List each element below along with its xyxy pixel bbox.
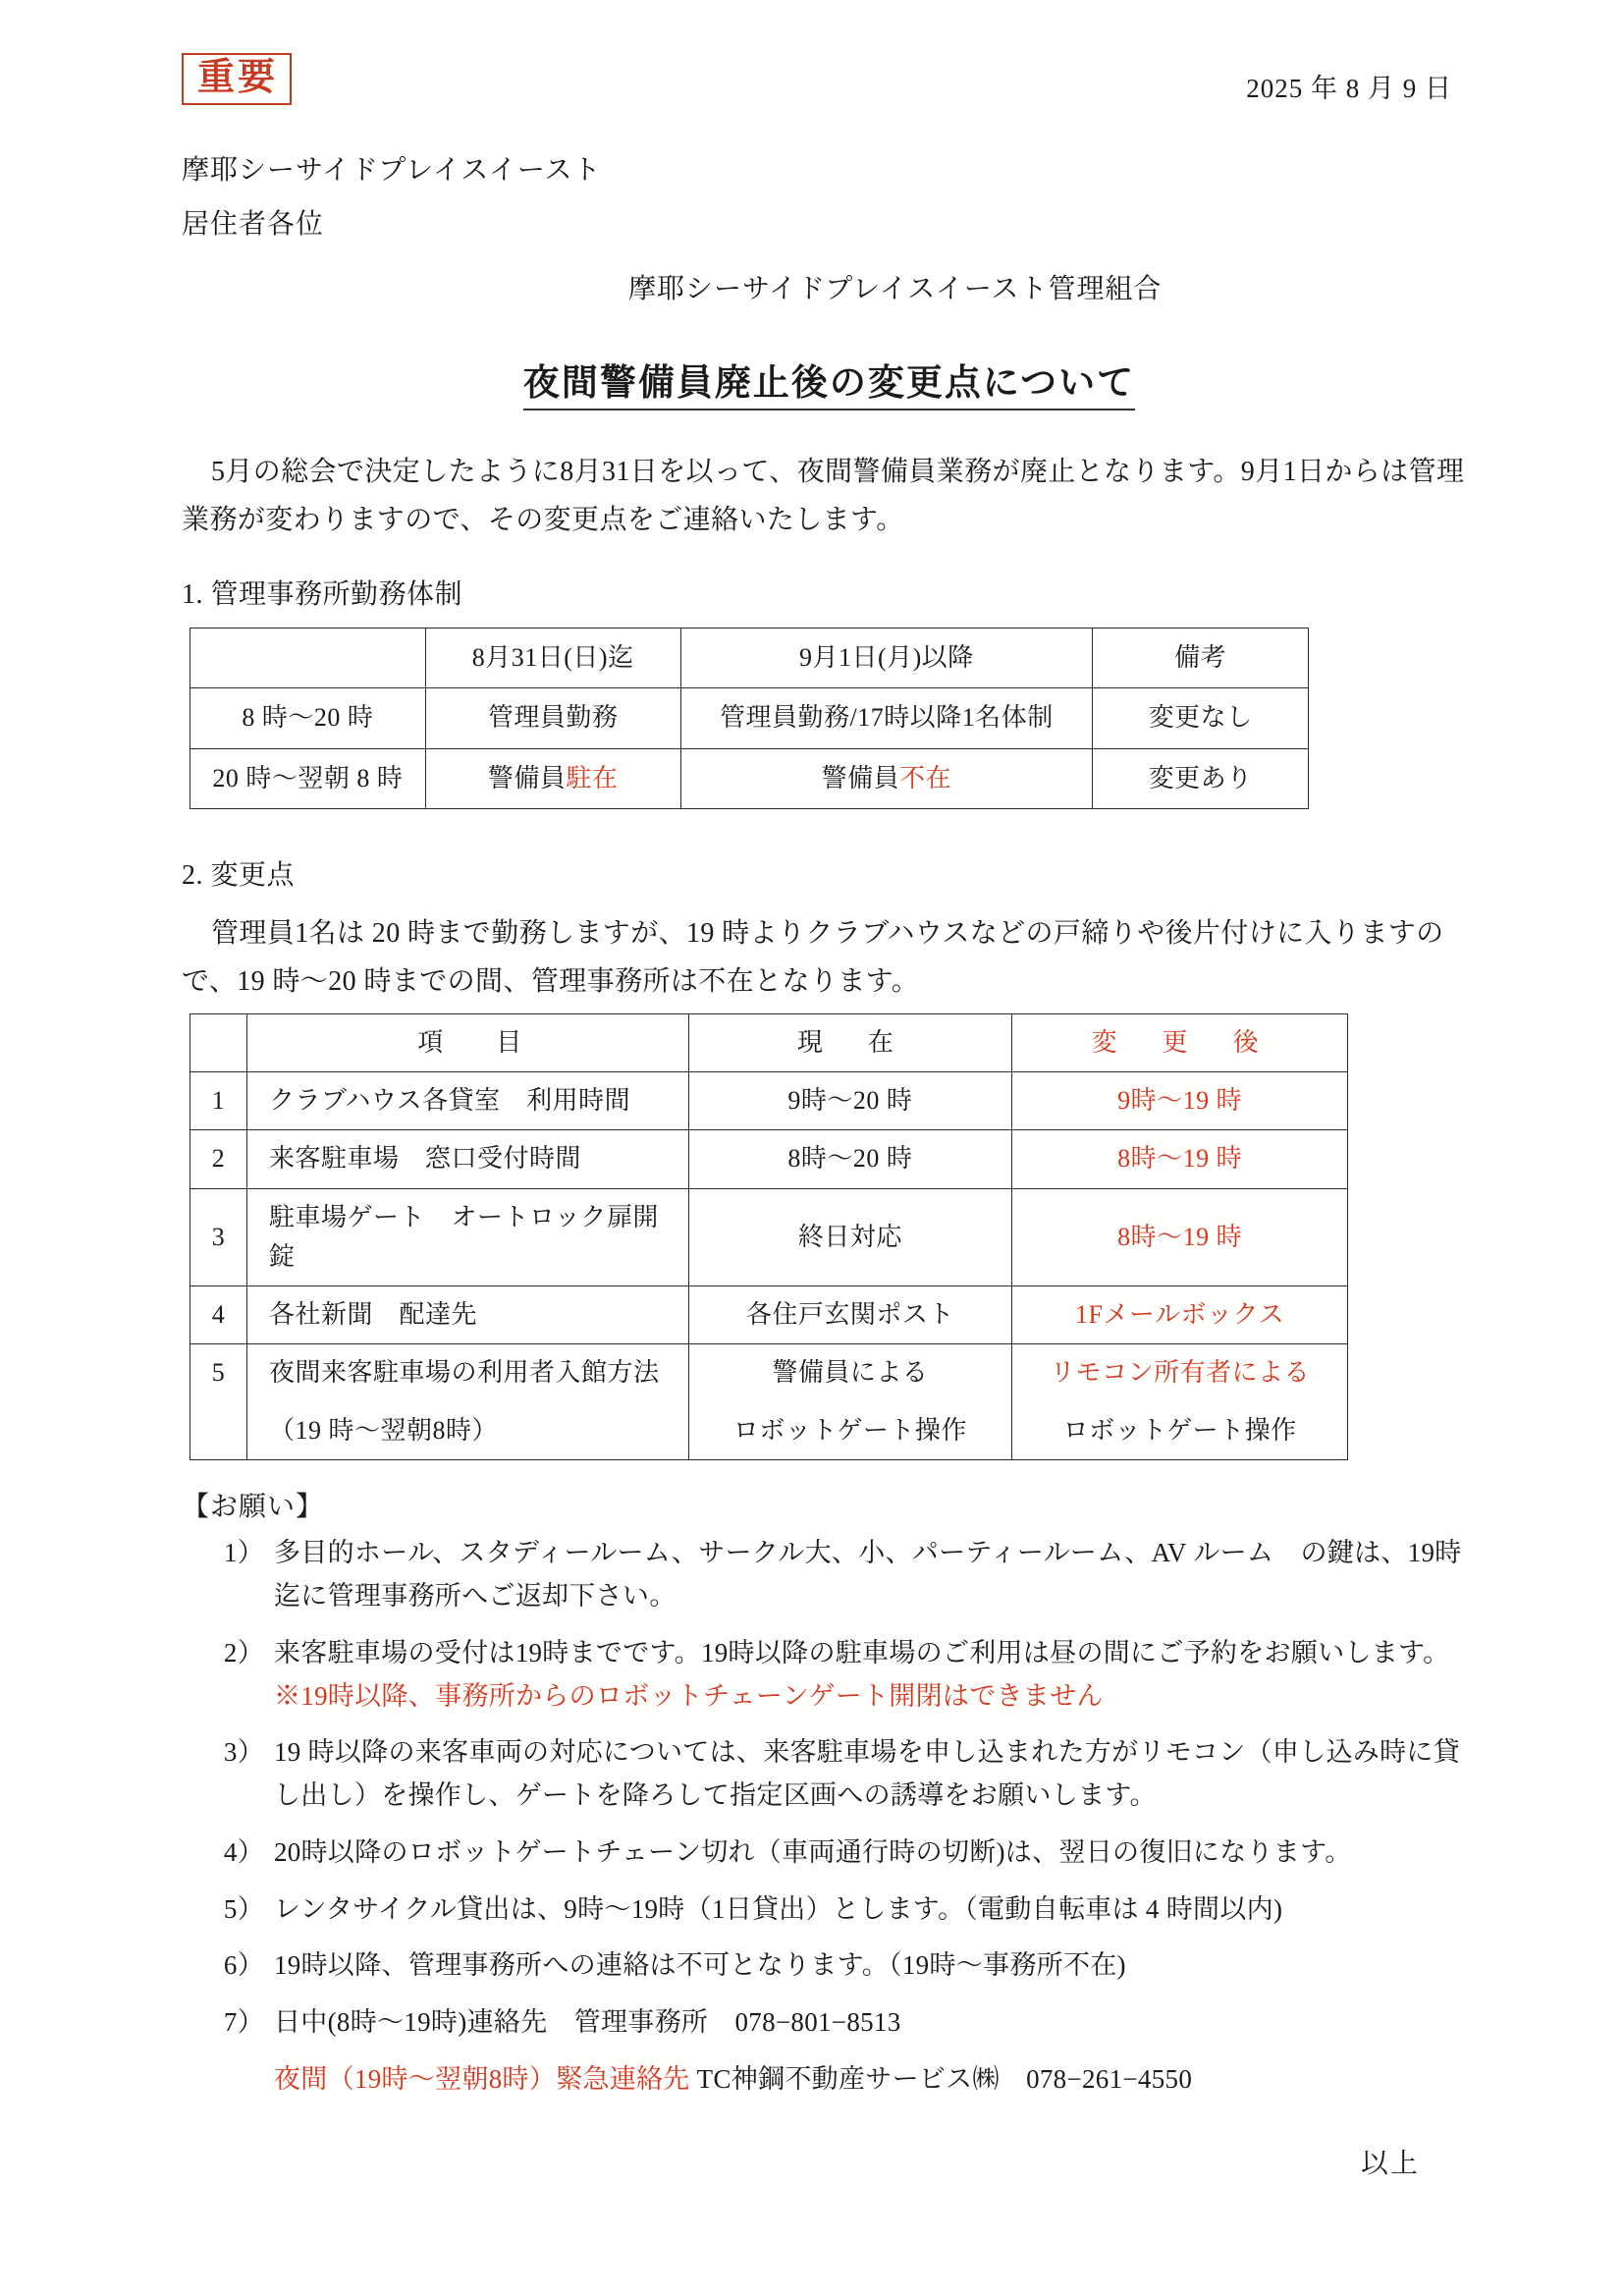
t2-col-now: 現 在: [688, 1013, 1012, 1071]
t1-col-3: 備考: [1093, 629, 1309, 688]
t1-col-1: 8月31日(日)迄: [425, 629, 680, 688]
list-item-number: 5）: [223, 1893, 264, 1924]
list-item: [217, 1632, 1477, 1718]
t1-r1-before-red: 駐在: [566, 763, 619, 793]
list-item-red-note: ※19時以降、事務所からのロボットチェーンゲート開閉はできません: [274, 1680, 1104, 1711]
table-header-row: [190, 1013, 1348, 1071]
t2-r0-no: 1: [190, 1071, 247, 1129]
t2-r1-item: 来客駐車場 窓口受付時間: [246, 1130, 688, 1188]
table-row: [190, 1344, 1348, 1402]
t1-r1-before-plain: 警備員: [487, 763, 567, 793]
t2-r4-now-sub: ロボットゲート操作: [688, 1402, 1012, 1460]
t1-col-2: 9月1日(月)以降: [680, 629, 1093, 688]
t2-r3-now: 各住戸玄関ポスト: [688, 1286, 1012, 1344]
changes-table: [189, 1013, 1348, 1460]
t2-r2-no: 3: [190, 1188, 247, 1286]
list-item-number: 6）: [223, 1950, 264, 1981]
t2-r4-no-sub: [190, 1402, 247, 1460]
list-item-number: 2）: [223, 1637, 264, 1667]
list-item-text: [274, 2001, 1477, 2101]
t2-r1-no: 2: [190, 1130, 247, 1188]
t2-r4-now: 警備員による: [688, 1344, 1012, 1402]
t2-r3-after: 1Fメールボックス: [1012, 1286, 1348, 1344]
addressee-line-1: 摩耶シーサイドプレイスイースト: [182, 154, 602, 186]
table-row: [190, 1188, 1348, 1286]
document-date: 2025 年 8 月 9 日: [1246, 74, 1452, 103]
list-item: [217, 1831, 1477, 1875]
header-row: [182, 53, 1477, 110]
work-schedule-table: [189, 628, 1309, 809]
addressee-line-2: 居住者各位: [182, 209, 325, 241]
list-item: [217, 1888, 1477, 1932]
t1-r0-before: 管理員勤務: [425, 688, 680, 748]
t1-r1-before: [425, 748, 680, 808]
list-item-text-main: 来客駐車場の受付は19時までです。19時以降の駐車場のご利用は昼の間にご予約をお願いします。: [274, 1637, 1436, 1667]
list-item-number: 3）: [223, 1737, 264, 1768]
t2-r0-now: 9時〜20 時: [688, 1071, 1012, 1129]
t2-r0-after: 9時〜19 時: [1012, 1071, 1348, 1129]
addressee-block: [182, 149, 1477, 246]
t2-r1-after: 8時〜19 時: [1012, 1130, 1348, 1188]
t2-col-0: [190, 1013, 247, 1071]
section-1-heading: 1. 管理事務所勤務体制: [182, 578, 463, 610]
t1-r1-time: 20 時〜翌朝 8 時: [190, 748, 426, 808]
intro-paragraph: 5月の総会で決定したように8月31日を以って、夜間警備員業務が廃止となります。9月1日からは管理業務が変わりますので、その変更点をご連絡いたします。: [182, 457, 1465, 535]
list-item: [217, 1944, 1477, 1988]
section-2-paragraph: 管理員1名は 20 時まで勤務しますが、19 時よりクラブハウスなどの戸締りや後片付けに入りますので、19 時〜20 時までの間、管理事務所は不在となります。: [182, 918, 1444, 997]
list-item-text: 20時以降のロボットゲートチェーン切れ（車両通行時の切断)は、翌日の復旧になります。: [274, 1836, 1352, 1867]
page-title-text: 夜間警備員廃止後の変更点について: [523, 363, 1135, 410]
t2-r2-item: 駐車場ゲート オートロック扉開錠: [246, 1188, 688, 1286]
requests-list: [182, 1532, 1477, 2101]
t1-r0-after: 管理員勤務/17時以降1名体制: [680, 688, 1093, 748]
night-contact-value: TC神鋼不動産サービス㈱ 078−261−4550: [696, 2063, 1193, 2094]
list-item: [217, 2001, 1477, 2101]
table-row: [190, 1286, 1348, 1344]
t1-r0-time: 8 時〜20 時: [190, 688, 426, 748]
list-item-number: 7）: [223, 2007, 264, 2038]
list-item-text: 19時以降、管理事務所への連絡は不可となります。（19時〜事務所不在): [274, 1950, 1126, 1981]
daytime-contact-line: 日中(8時〜19時)連絡先 管理事務所 078−801−8513: [274, 2007, 901, 2038]
list-item: [217, 1731, 1477, 1817]
closing-text: 以上: [1360, 2148, 1420, 2179]
t2-r2-after: 8時〜19 時: [1012, 1188, 1348, 1286]
t2-col-after: 変 更 後: [1012, 1013, 1348, 1071]
t2-r0-item: クラブハウス各貸室 利用時間: [246, 1071, 688, 1129]
t1-col-0: [190, 629, 426, 688]
t2-col-item: 項 目: [246, 1013, 688, 1071]
t2-r4-after: リモコン所有者による: [1012, 1344, 1348, 1402]
night-contact-label: 夜間（19時〜翌朝8時）緊急連絡先: [274, 2063, 690, 2094]
requests-heading: 【お願い】: [182, 1492, 325, 1523]
t2-r4-after-sub: ロボットゲート操作: [1012, 1402, 1348, 1460]
table-row: [190, 1130, 1348, 1188]
t1-r1-note: 変更あり: [1093, 748, 1309, 808]
list-item-text: 多目的ホール、スタディールーム、サークル大、小、パーティールーム、AV ルーム の鍵は、19時迄に管理事務所へご返却下さい。: [274, 1538, 1462, 1612]
table-row: [190, 688, 1309, 748]
t2-r4-item-sub: （19 時〜翌朝8時）: [246, 1402, 688, 1460]
t1-r1-after-plain: 警備員: [821, 763, 900, 793]
issuer-name: 摩耶シーサイドプレイスイースト管理組合: [628, 273, 1163, 304]
important-stamp: 重要: [182, 53, 292, 105]
t2-r1-now: 8時〜20 時: [688, 1130, 1012, 1188]
t1-r0-note: 変更なし: [1093, 688, 1309, 748]
page-title: [182, 355, 1477, 411]
list-item-number: 1）: [223, 1538, 264, 1568]
section-2-heading: 2. 変更点: [182, 859, 296, 891]
table-row: [190, 1071, 1348, 1129]
t2-r2-now: 終日対応: [688, 1188, 1012, 1286]
list-item: [217, 1532, 1477, 1617]
t2-r4-no: 5: [190, 1344, 247, 1402]
t2-r3-item: 各社新聞 配達先: [246, 1286, 688, 1344]
list-item-text: 19 時以降の来客車両の対応については、来客駐車場を申し込まれた方がリモコン（申し込み時に貸し出し）を操作し、ゲートを降ろして指定区画への誘導をお願いします。: [274, 1737, 1461, 1811]
t2-r4-item: 夜間来客駐車場の利用者入館方法: [246, 1344, 688, 1402]
table-row: [190, 1402, 1348, 1460]
table-row: [190, 748, 1309, 808]
list-item-text: [274, 1632, 1477, 1718]
list-item-number: 4）: [223, 1836, 264, 1867]
table-header-row: [190, 629, 1309, 688]
list-item-text: レンタサイクル貸出は、9時〜19時（1日貸出）とします。（電動自転車は 4 時間以内): [274, 1893, 1283, 1924]
t1-r1-after-red: 不在: [899, 763, 952, 793]
t1-r1-after: [680, 748, 1093, 808]
t2-r3-no: 4: [190, 1286, 247, 1344]
